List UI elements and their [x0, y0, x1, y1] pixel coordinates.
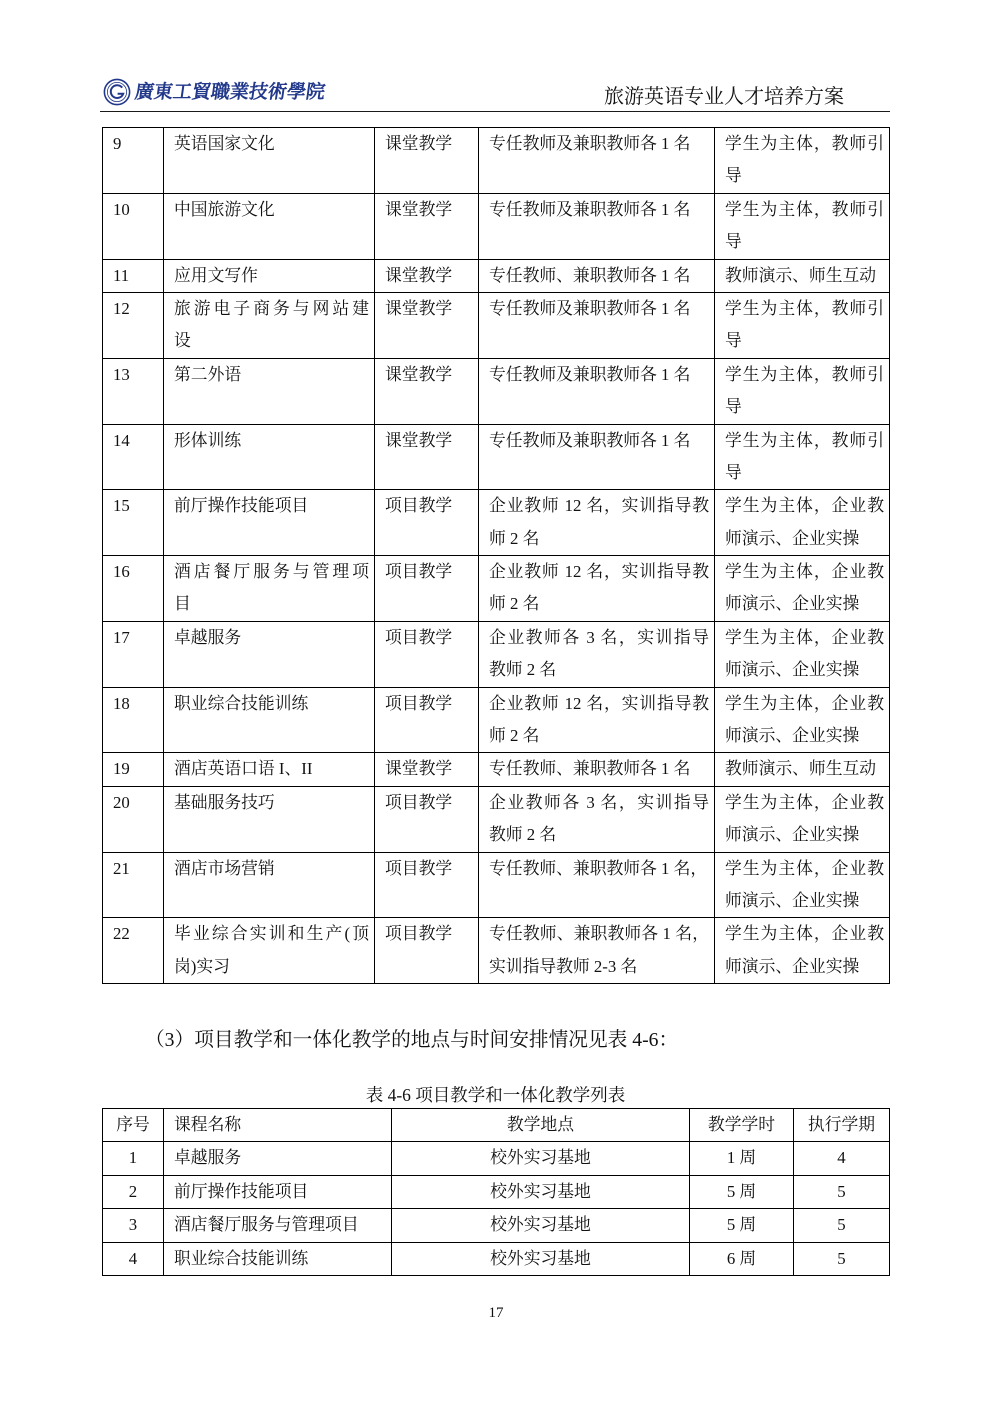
table-row	[103, 1242, 890, 1275]
column-header-course: 课程名称	[164, 1109, 392, 1142]
cell-line: 学生为主体，企业教	[725, 496, 884, 516]
table-header-row	[103, 1109, 890, 1142]
cell-number	[103, 193, 164, 259]
cell-line: 企业教师各 3 名，实训指导	[489, 627, 709, 647]
table-row	[103, 687, 890, 753]
cell-line: 企业教师各 3 名，实训指导	[489, 792, 709, 812]
cell-line: 目	[174, 594, 191, 614]
cell-line: 17	[113, 627, 130, 647]
cell-line: 实训指导教师 2-3 名	[489, 956, 638, 976]
table-row	[103, 1142, 890, 1175]
cell-line: 项目教学	[385, 924, 453, 944]
cell-line: 应用文写作	[174, 265, 258, 285]
cell-line: 14	[113, 430, 130, 450]
cell-line: 21	[113, 858, 130, 878]
cell-teaching-method	[715, 786, 890, 852]
cell-line: 课堂教学	[385, 134, 453, 153]
cell-teaching-method	[715, 358, 890, 424]
cell-teaching-method	[715, 292, 890, 358]
cell-teacher-allocation	[479, 852, 715, 918]
table-row	[103, 918, 890, 984]
cell-line: 学生为主体，企业教	[725, 792, 884, 812]
column-header-term: 执行学期	[794, 1109, 890, 1142]
cell-line: 教师 2 名	[489, 825, 557, 845]
cell-course	[164, 193, 375, 259]
cell-line: 岗)实习	[174, 956, 230, 976]
table-row	[103, 424, 890, 490]
cell-line: 酒店市场营销	[174, 858, 275, 878]
cell-line: 22	[113, 924, 130, 944]
cell-number: 1	[103, 1142, 164, 1175]
cell-location: 校外实习基地	[392, 1142, 690, 1175]
cell-line: 专任教师及兼职教师各 1 名	[489, 430, 691, 450]
cell-location: 校外实习基地	[392, 1175, 690, 1208]
cell-line: 9	[113, 134, 122, 153]
cell-number	[103, 259, 164, 292]
cell-teacher-allocation	[479, 128, 715, 194]
cell-line: 学生为主体，教师引	[725, 430, 884, 450]
cell-hours: 5 周	[690, 1175, 794, 1208]
cell-course: 酒店餐厅服务与管理项目	[164, 1209, 392, 1242]
cell-line: 毕业综合实训和生产(顶	[174, 924, 369, 944]
cell-line: 项目教学	[385, 627, 453, 647]
cell-line: 中国旅游文化	[174, 199, 275, 219]
cell-line: 项目教学	[385, 496, 453, 516]
cell-line: 设	[174, 331, 191, 351]
cell-course	[164, 259, 375, 292]
cell-number: 3	[103, 1209, 164, 1242]
table-row	[103, 490, 890, 556]
cell-line: 学生为主体，教师引	[725, 134, 884, 153]
cell-teacher-allocation	[479, 687, 715, 753]
cell-line: 企业教师 12 名，实训指导教	[489, 496, 709, 516]
cell-teaching-mode	[375, 358, 479, 424]
cell-teacher-allocation	[479, 193, 715, 259]
cell-line: 学生为主体，教师引	[725, 364, 884, 384]
cell-teaching-method	[715, 687, 890, 753]
cell-line: 师 2 名	[489, 594, 540, 614]
table-row	[103, 556, 890, 622]
cell-teaching-mode	[375, 424, 479, 490]
cell-line: 师演示、企业实操	[725, 890, 860, 910]
cell-number	[103, 358, 164, 424]
cell-number	[103, 424, 164, 490]
cell-line: 项目教学	[385, 858, 453, 878]
table-row	[103, 358, 890, 424]
cell-hours: 5 周	[690, 1209, 794, 1242]
table-row	[103, 852, 890, 918]
cell-course: 职业综合技能训练	[164, 1242, 392, 1275]
document-title: 旅游英语专业人才培养方案	[604, 86, 844, 108]
column-header-hours: 教学学时	[690, 1109, 794, 1142]
cell-line: 学生为主体，企业教	[725, 562, 884, 582]
cell-line: 11	[113, 265, 130, 285]
cell-number	[103, 292, 164, 358]
cell-teacher-allocation	[479, 490, 715, 556]
cell-line: 学生为主体，企业教	[725, 858, 884, 878]
header-divider	[100, 111, 890, 112]
cell-line: 师演示、企业实操	[725, 528, 860, 548]
cell-teaching-mode	[375, 193, 479, 259]
cell-course	[164, 292, 375, 358]
cell-line: 教师演示、师生互动	[725, 759, 877, 779]
cell-teaching-mode	[375, 128, 479, 194]
cell-line: 前厅操作技能项目	[174, 496, 309, 516]
cell-course	[164, 621, 375, 687]
cell-line: 10	[113, 199, 130, 219]
teaching-arrangement-table	[102, 127, 890, 984]
cell-line: 项目教学	[385, 792, 453, 812]
cell-number: 2	[103, 1175, 164, 1208]
cell-line: 卓越服务	[174, 627, 242, 647]
cell-line: 企业教师 12 名，实训指导教	[489, 693, 709, 713]
table-row	[103, 1175, 890, 1208]
cell-course	[164, 128, 375, 194]
cell-line: 15	[113, 496, 130, 516]
cell-course	[164, 852, 375, 918]
table-row	[103, 128, 890, 194]
cell-number	[103, 621, 164, 687]
cell-term: 4	[794, 1142, 890, 1175]
cell-number	[103, 687, 164, 753]
cell-term: 5	[794, 1175, 890, 1208]
cell-teacher-allocation	[479, 424, 715, 490]
cell-line: 企业教师 12 名，实训指导教	[489, 562, 709, 582]
cell-term: 5	[794, 1242, 890, 1275]
project-teaching-schedule-table	[102, 1108, 890, 1276]
cell-line: 师 2 名	[489, 528, 540, 548]
cell-teaching-mode	[375, 918, 479, 984]
column-header-number: 序号	[103, 1109, 164, 1142]
cell-teaching-mode	[375, 490, 479, 556]
cell-teaching-mode	[375, 852, 479, 918]
cell-teacher-allocation	[479, 786, 715, 852]
cell-line: 基础服务技巧	[174, 792, 275, 812]
cell-line: 专任教师及兼职教师各 1 名	[489, 134, 691, 153]
cell-teacher-allocation	[479, 292, 715, 358]
cell-line: 学生为主体，企业教	[725, 693, 884, 713]
cell-line: 19	[113, 759, 130, 779]
section-paragraph: （3）项目教学和一体化教学的地点与时间安排情况见表 4-6：	[145, 1029, 679, 1051]
cell-number: 4	[103, 1242, 164, 1275]
cell-line: 专任教师及兼职教师各 1 名	[489, 199, 691, 219]
cell-line: 导	[725, 166, 742, 186]
cell-line: 专任教师及兼职教师各 1 名	[489, 298, 691, 318]
cell-number	[103, 128, 164, 194]
cell-line: 职业综合技能训练	[174, 693, 309, 713]
cell-course	[164, 687, 375, 753]
cell-teacher-allocation	[479, 556, 715, 622]
cell-line: 13	[113, 364, 130, 384]
cell-teacher-allocation	[479, 259, 715, 292]
cell-teacher-allocation	[479, 358, 715, 424]
cell-line: 导	[725, 462, 742, 482]
cell-line: 学生为主体，企业教	[725, 627, 884, 647]
cell-number	[103, 556, 164, 622]
cell-line: 酒店餐厅服务与管理项	[174, 562, 369, 582]
college-emblem-icon	[103, 78, 131, 106]
cell-number	[103, 786, 164, 852]
cell-teaching-mode	[375, 753, 479, 786]
cell-term: 5	[794, 1209, 890, 1242]
table-row	[103, 753, 890, 786]
cell-line: 师演示、企业实操	[725, 726, 860, 746]
cell-line: 教师 2 名	[489, 660, 557, 680]
cell-teaching-method	[715, 556, 890, 622]
cell-line: 12	[113, 298, 130, 318]
table-row	[103, 1209, 890, 1242]
cell-line: 18	[113, 693, 130, 713]
cell-teaching-method	[715, 918, 890, 984]
cell-line: 课堂教学	[385, 364, 453, 384]
cell-hours: 6 周	[690, 1242, 794, 1275]
cell-teaching-method	[715, 490, 890, 556]
cell-number	[103, 852, 164, 918]
cell-teaching-method	[715, 259, 890, 292]
cell-line: 专任教师及兼职教师各 1 名	[489, 364, 691, 384]
table-row	[103, 786, 890, 852]
cell-teacher-allocation	[479, 753, 715, 786]
cell-hours: 1 周	[690, 1142, 794, 1175]
cell-line: 专任教师、兼职教师各 1 名，	[489, 858, 708, 878]
cell-teaching-method	[715, 193, 890, 259]
college-logo-text: 廣東工貿職業技術學院	[133, 81, 327, 103]
cell-teaching-method	[715, 852, 890, 918]
page-number: 17	[488, 1305, 504, 1321]
cell-line: 第二外语	[174, 364, 242, 384]
college-logo	[103, 76, 325, 108]
cell-line: 16	[113, 562, 130, 582]
cell-course	[164, 424, 375, 490]
cell-line: 导	[725, 331, 742, 351]
cell-course	[164, 358, 375, 424]
cell-teaching-mode	[375, 687, 479, 753]
cell-line: 旅游电子商务与网站建	[174, 298, 369, 318]
cell-teaching-method	[715, 753, 890, 786]
cell-teaching-mode	[375, 292, 479, 358]
cell-line: 20	[113, 792, 130, 812]
cell-line: 课堂教学	[385, 759, 453, 779]
cell-line: 项目教学	[385, 693, 453, 713]
cell-teaching-method	[715, 621, 890, 687]
cell-course: 前厅操作技能项目	[164, 1175, 392, 1208]
cell-course	[164, 786, 375, 852]
cell-line: 专任教师、兼职教师各 1 名，	[489, 924, 709, 944]
cell-line: 师演示、企业实操	[725, 660, 860, 680]
cell-line: 教师演示、师生互动	[725, 265, 877, 285]
cell-line: 师演示、企业实操	[725, 956, 860, 976]
cell-line: 课堂教学	[385, 430, 453, 450]
cell-line: 师 2 名	[489, 726, 540, 746]
cell-number	[103, 753, 164, 786]
cell-course: 卓越服务	[164, 1142, 392, 1175]
table-row	[103, 193, 890, 259]
cell-line: 课堂教学	[385, 265, 453, 285]
cell-teaching-mode	[375, 556, 479, 622]
cell-line: 学生为主体，企业教	[725, 924, 884, 944]
cell-line: 课堂教学	[385, 199, 453, 219]
cell-location: 校外实习基地	[392, 1242, 690, 1275]
cell-course	[164, 490, 375, 556]
cell-course	[164, 753, 375, 786]
cell-teaching-method	[715, 424, 890, 490]
table-caption: 表 4-6 项目教学和一体化教学列表	[365, 1085, 626, 1105]
cell-teaching-method	[715, 128, 890, 194]
cell-line: 师演示、企业实操	[725, 825, 860, 845]
cell-teacher-allocation	[479, 918, 715, 984]
table-row	[103, 292, 890, 358]
cell-location: 校外实习基地	[392, 1209, 690, 1242]
cell-line: 形体训练	[174, 430, 242, 450]
cell-course	[164, 556, 375, 622]
table-row	[103, 259, 890, 292]
cell-line: 英语国家文化	[174, 134, 275, 153]
cell-teaching-mode	[375, 621, 479, 687]
cell-course	[164, 918, 375, 984]
cell-number	[103, 490, 164, 556]
cell-line: 师演示、企业实操	[725, 594, 860, 614]
cell-teaching-mode	[375, 259, 479, 292]
cell-teacher-allocation	[479, 621, 715, 687]
cell-line: 导	[725, 397, 742, 417]
cell-line: 导	[725, 232, 742, 252]
table-row	[103, 621, 890, 687]
cell-line: 专任教师、兼职教师各 1 名	[489, 265, 691, 285]
cell-line: 酒店英语口语 I、II	[174, 759, 313, 779]
cell-line: 学生为主体，教师引	[725, 298, 884, 318]
cell-number	[103, 918, 164, 984]
column-header-location: 教学地点	[392, 1109, 690, 1142]
cell-line: 专任教师、兼职教师各 1 名	[489, 759, 691, 779]
cell-line: 课堂教学	[385, 298, 453, 318]
cell-line: 学生为主体，教师引	[725, 199, 884, 219]
cell-teaching-mode	[375, 786, 479, 852]
cell-line: 项目教学	[385, 562, 453, 582]
